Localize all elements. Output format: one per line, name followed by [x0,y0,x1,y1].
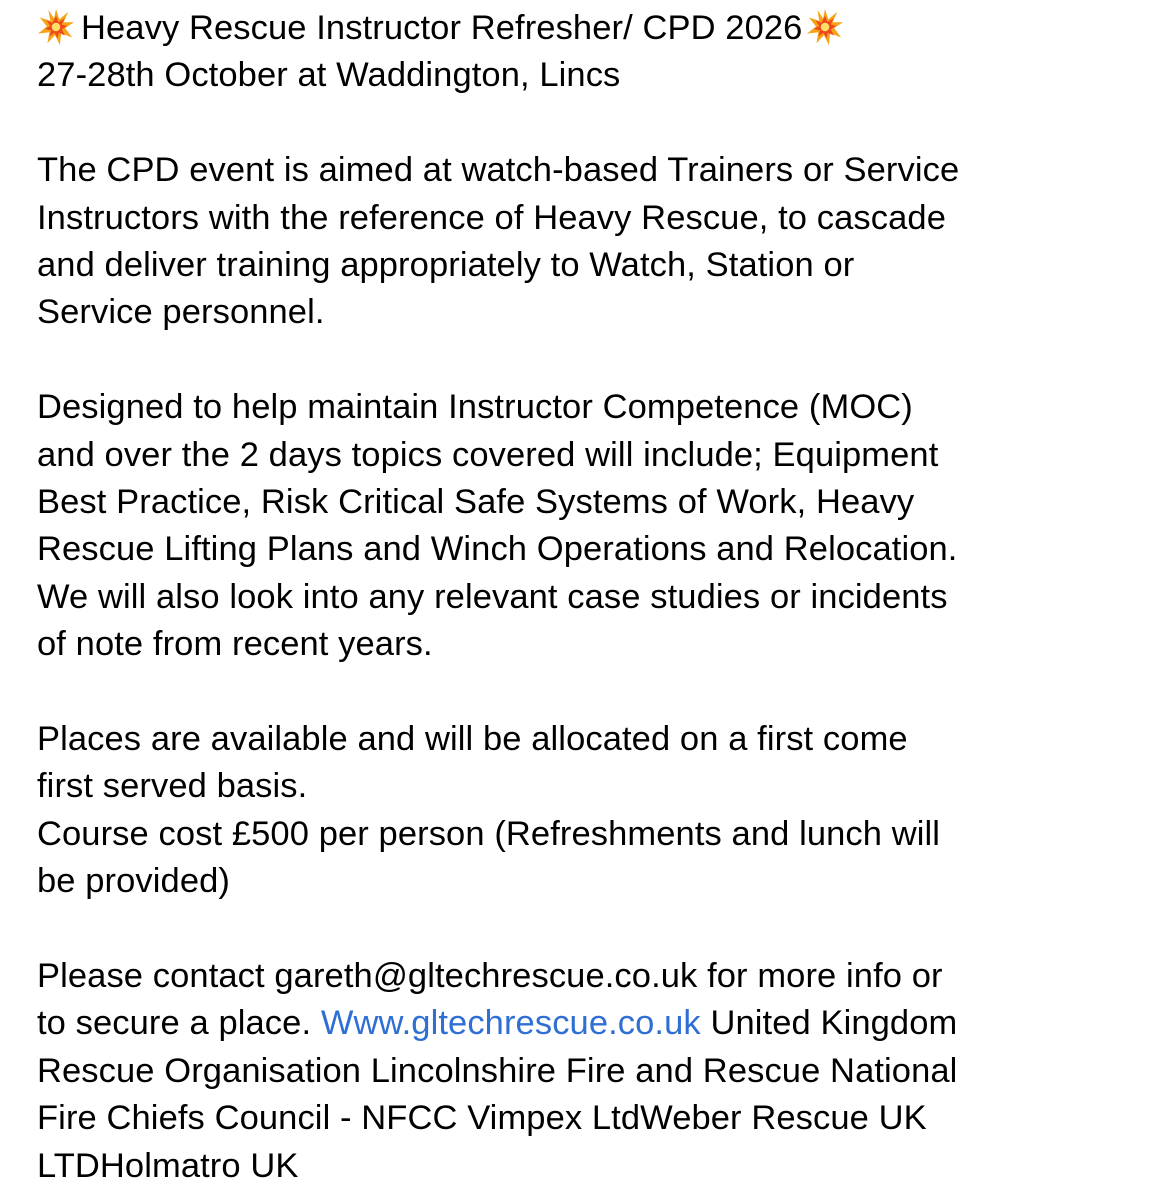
intro-line: Instructors with the reference of Heavy Rescue, to cascade [37,198,946,237]
post-title: Heavy Rescue Instructor Refresher/ CPD 2026 [81,9,803,47]
collision-icon [37,8,75,46]
booking-line: first served basis. [37,767,308,806]
date-location: 27-28th October at Waddington, Lincs [37,56,621,95]
topics-paragraph [37,384,1137,668]
intro-line: The CPD event is aimed at watch-based Trainers or Service [37,151,960,190]
intro-paragraph [37,147,1137,337]
collision-icon [806,8,844,46]
paragraph-gap [37,669,1137,716]
contact-website-line [37,1000,1137,1047]
course-cost-line: Course cost £500 per person (Refreshments and lunch will [37,814,941,853]
contact-paragraph [37,953,1137,1190]
website-link[interactable]: Www.gltechrescue.co.uk [320,1004,701,1043]
post-body [37,5,1137,1190]
contact-line: LTDHolmatro UK [37,1146,299,1185]
topics-line: We will also look into any relevant case studies or incidents [37,577,948,616]
intro-line: and deliver training appropriately to Watch, Station or [37,246,855,285]
intro-line: Service personnel. [37,293,325,332]
contact-email-line: Please contact gareth@gltechrescue.co.uk for more info or [37,957,943,996]
booking-paragraph [37,716,1137,906]
topics-line: Rescue Lifting Plans and Winch Operations and Relocation. [37,530,958,569]
topics-line: and over the 2 days topics covered will include; Equipment [37,435,939,474]
contact-line: Rescue Organisation Lincolnshire Fire and Rescue National [37,1051,958,1090]
course-cost-line: be provided) [37,862,230,901]
contact-line: Fire Chiefs Council - NFCC Vimpex LtdWeber Rescue UK [37,1099,927,1138]
paragraph-gap [37,100,1137,147]
post-header [37,5,1137,100]
topics-line: Designed to help maintain Instructor Competence (MOC) [37,388,913,427]
title-line [37,5,1137,52]
paragraph-gap [37,337,1137,384]
topics-line: Best Practice, Risk Critical Safe Systems of Work, Heavy [37,483,915,522]
booking-line: Places are available and will be allocated on a first come [37,720,908,759]
topics-line: of note from recent years. [37,625,433,664]
contact-suffix: United Kingdom [710,1004,958,1043]
contact-prefix: to secure a place. [37,1004,312,1043]
paragraph-gap [37,906,1137,953]
